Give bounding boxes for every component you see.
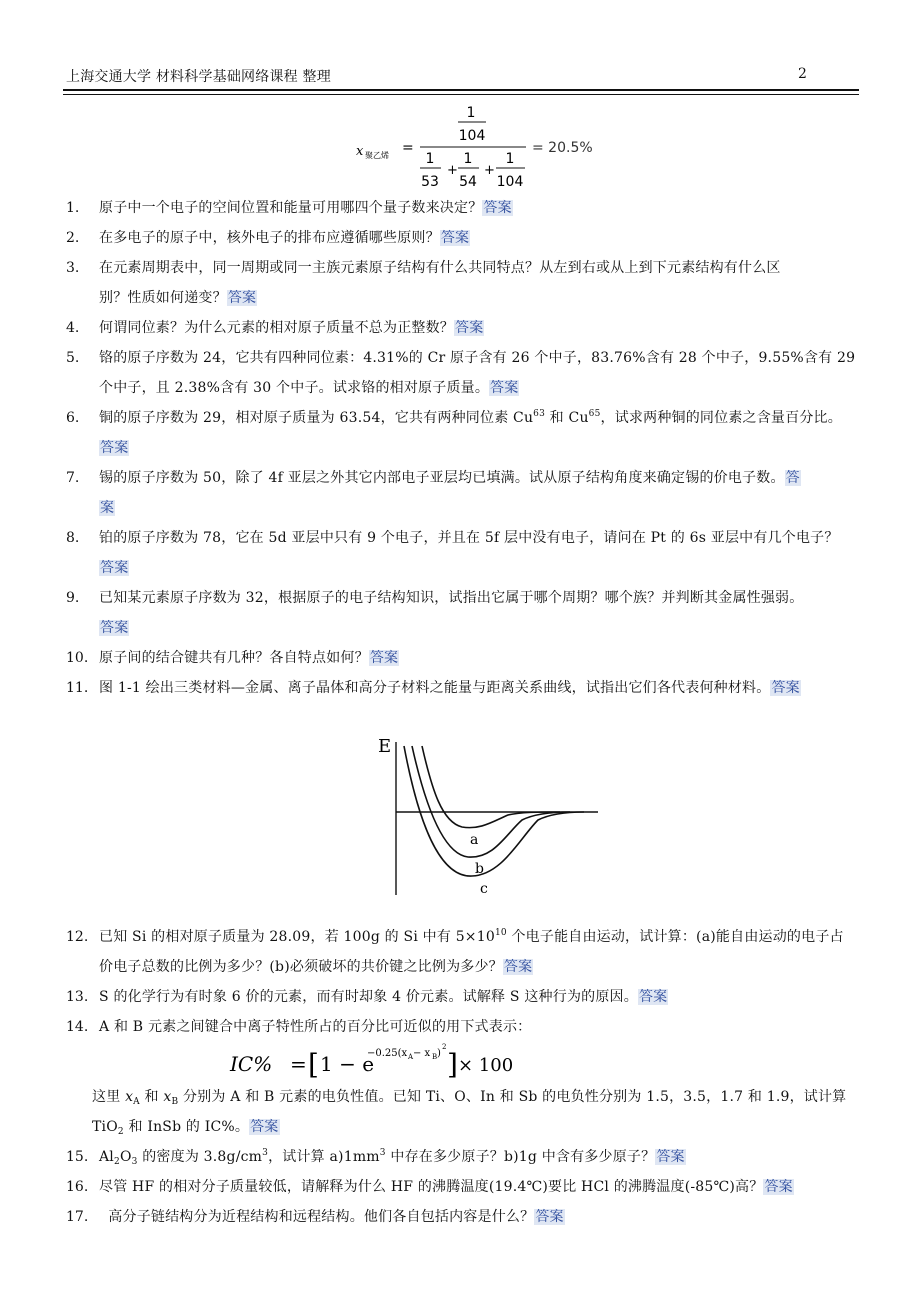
header-rule-thin xyxy=(63,94,859,95)
question-number-7: 7. xyxy=(66,470,80,486)
question-number-17: 17. xyxy=(66,1209,89,1225)
svg-text:A: A xyxy=(408,1053,414,1061)
svg-text:−0.25(x: −0.25(x xyxy=(367,1048,408,1059)
curve-b xyxy=(412,746,570,857)
curve-a xyxy=(422,746,560,828)
answer-link-part1[interactable]: 答 xyxy=(785,470,800,486)
answer-link[interactable]: 答案 xyxy=(100,620,129,636)
question-text: 何谓同位素？为什么元素的相对原子质量不总为正整数？ xyxy=(99,320,454,336)
svg-text:]: ] xyxy=(447,1048,458,1081)
formula-lhs-sub: 聚乙烯 xyxy=(365,151,389,160)
num-n: 1 xyxy=(466,105,476,121)
answer-link-part2[interactable]: 案 xyxy=(100,500,115,516)
den2-n: 1 xyxy=(463,151,473,167)
question-number-4: 4. xyxy=(66,320,80,336)
formula-result: = 20.5% xyxy=(532,140,593,156)
question-6: 铜的原子序数为 29，相对原子质量为 63.54，它共有两种同位素 Cu$^{63}$ 和 Cu$^{65}$，试求两种铜的同位素之含量百分比。 答案 xyxy=(99,409,842,456)
question-text: 在多电子的原子中，核外电子的排布应遵循哪些原则？ xyxy=(99,230,440,246)
question-10 xyxy=(99,643,859,673)
question-number-11: 11. xyxy=(66,680,89,696)
question-16 xyxy=(99,1172,879,1202)
question-number-13: 13. xyxy=(66,989,89,1005)
question-text: 铂的原子序数为 78，它在 5d 亚层中只有 9 个电子，并且在 5f 层中没有电子，请问在 Pt 的 6s 亚层中有几个电子？ xyxy=(99,530,839,546)
svg-text:): ) xyxy=(437,1048,441,1059)
question-11 xyxy=(99,673,889,703)
svg-text:IC%: IC% xyxy=(230,1052,273,1076)
answer-link[interactable]: 答案 xyxy=(490,380,519,396)
question-text: 铬的原子序数为 24，它共有四种同位素：4.31%的 Cr 原子含有 26 个中子，83.76%含有 28 个中子，9.55%含有 29 xyxy=(99,350,856,366)
question-text: 原子中一个电子的空间位置和能量可用哪四个量子数来决定？ xyxy=(99,200,483,216)
question-number-3: 3. xyxy=(66,260,80,276)
header-title: 上海交通大学 材料科学基础网络课程 整理 xyxy=(66,69,331,85)
question-17 xyxy=(99,1202,859,1232)
page-number: 2 xyxy=(798,66,807,82)
question-text: 锡的原子序数为 50，除了 4f 亚层之外其它内部电子亚层均已填满。试从原子结构角度来确定锡的价电子数。 xyxy=(99,470,785,486)
svg-text:1 − e: 1 − e xyxy=(320,1052,375,1076)
curve-label-c: c xyxy=(480,881,488,897)
answer-link[interactable]: 答案 xyxy=(638,989,668,1005)
mole-fraction-formula xyxy=(350,100,620,195)
question-1 xyxy=(99,193,859,223)
plus-1: + xyxy=(447,163,458,178)
svg-text:[: [ xyxy=(308,1048,319,1081)
answer-link[interactable]: 答案 xyxy=(535,1209,564,1225)
question-5 xyxy=(99,343,859,403)
svg-text:=: = xyxy=(290,1052,307,1076)
question-13 xyxy=(99,982,859,1012)
question-text: 原子间的结合键共有几种？各自特点如何？ xyxy=(99,650,369,666)
question-number-8: 8. xyxy=(66,530,80,546)
question-text: S 的化学行为有时象 6 价的元素，而有时却象 4 价元素。试解释 S 这种行为的原因。 xyxy=(99,989,638,1005)
question-number-15: 15. xyxy=(66,1149,89,1165)
answer-link[interactable]: 答案 xyxy=(503,959,533,975)
num-d: 104 xyxy=(458,128,486,144)
question-number-14: 14. xyxy=(66,1019,89,1035)
svg-text:− x: − x xyxy=(413,1048,431,1059)
question-text: 图 1-1 绘出三类材料—金属、离子晶体和高分子材料之能量与距离关系曲线，试指出它们各代表何种材料。 xyxy=(99,680,771,696)
answer-link[interactable]: 答案 xyxy=(483,200,512,216)
header-rule xyxy=(63,89,859,91)
question-9 xyxy=(99,583,879,643)
question-14-cont: 这里 $x_A$ 和 $x_B$ 分别为 A 和 B 元素的电负性值。已知 Ti、O、In 和 Sb 的电负性分别为 1.5，3.5，1.7 和 1.9，试计算 TiO$_2$ 和 InSb 的 IC%。答案 xyxy=(92,1089,847,1137)
answer-link[interactable]: 答案 xyxy=(250,1119,279,1135)
answer-link[interactable]: 答案 xyxy=(100,440,129,456)
question-4 xyxy=(99,313,859,343)
den1-n: 1 xyxy=(425,151,435,167)
answer-link[interactable]: 答案 xyxy=(369,650,399,666)
question-text: 尽管 HF 的相对分子质量较低，请解释为什么 HF 的沸腾温度(19.4℃)要比 HCl 的沸腾温度(-85℃)高？ xyxy=(99,1179,764,1195)
question-8 xyxy=(99,523,879,583)
answer-link[interactable]: 答案 xyxy=(100,560,129,576)
question-text: 高分子链结构分为近程结构和远程结构。他们各自包括内容是什么？ xyxy=(99,1209,535,1225)
den1-d: 53 xyxy=(421,174,439,190)
answer-link[interactable]: 答案 xyxy=(656,1149,685,1165)
answer-link[interactable]: 答案 xyxy=(764,1179,793,1195)
question-text-cont: 个中子，且 2.38%含有 30 个中子。试求铬的相对原子质量。 xyxy=(99,380,490,396)
formula-equals: = xyxy=(402,140,414,156)
question-number-12: 12. xyxy=(66,929,89,945)
question-7 xyxy=(99,463,879,523)
question-number-10: 10. xyxy=(66,650,89,666)
question-number-9: 9. xyxy=(66,590,80,606)
question-text: 在元素周期表中，同一周期或同一主族元素原子结构有什么共同特点？从左到右或从上到下元素结构有什么区 xyxy=(99,260,781,276)
den3-n: 1 xyxy=(505,151,515,167)
question-2 xyxy=(99,223,859,253)
svg-text:× 100: × 100 xyxy=(458,1055,514,1076)
question-number-6: 6. xyxy=(66,410,80,426)
answer-link[interactable]: 答案 xyxy=(771,680,800,696)
question-number-16: 16. xyxy=(66,1179,89,1195)
figure-axis-label: E xyxy=(378,736,392,757)
question-text: A 和 B 元素之间键合中离子特性所占的百分比可近似的用下式表示： xyxy=(99,1019,532,1035)
plus-2: + xyxy=(484,163,495,178)
question-text-cont: 别？性质如何递变？ xyxy=(99,290,227,306)
den3-d: 104 xyxy=(496,174,524,190)
question-15: $Al_2O_3$ 的密度为 $3.8g/cm^3$，试计算 $a)1mm^3$ 中存在多少原子？b)1g 中含有多少原子？答案 xyxy=(99,1148,685,1167)
question-3 xyxy=(99,253,859,313)
curve-label-a: a xyxy=(470,832,479,848)
curve-label-b: b xyxy=(475,861,484,877)
answer-link[interactable]: 答案 xyxy=(440,230,470,246)
answer-link[interactable]: 答案 xyxy=(227,290,257,306)
answer-link[interactable]: 答案 xyxy=(455,320,484,336)
question-12: 已知 Si 的相对原子质量为 28.09，若 100g 的 Si 中有 $5\times 10^{10}$ 个电子能自由运动，试计算：(a)能自由运动的电子占 价电子总数的比例为多少？(b)必须破坏的共价键之比例为多少？答案 xyxy=(99,928,844,975)
svg-text:B: B xyxy=(432,1053,438,1061)
formula-lhs: x xyxy=(356,144,364,159)
svg-text:2: 2 xyxy=(442,1043,447,1051)
question-number-2: 2. xyxy=(66,230,80,246)
question-number-5: 5. xyxy=(66,350,80,366)
question-text: 已知某元素原子序数为 32，根据原子的电子结构知识，试指出它属于哪个周期？哪个族？并判断其金属性强弱。 xyxy=(99,590,804,606)
question-number-1: 1. xyxy=(66,200,80,216)
den2-d: 54 xyxy=(459,174,477,190)
energy-distance-figure xyxy=(370,730,610,900)
ionic-character-formula xyxy=(228,1038,514,1084)
